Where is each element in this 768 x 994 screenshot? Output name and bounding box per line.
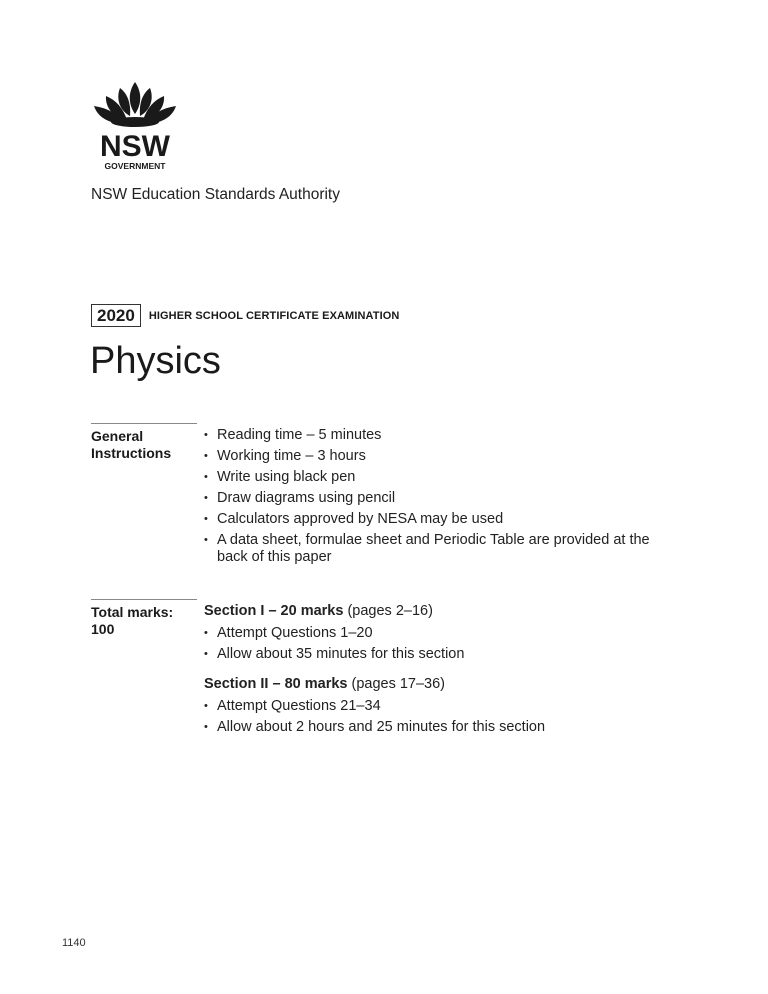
svg-text:GOVERNMENT: GOVERNMENT xyxy=(104,161,166,171)
instruction-item: • Reading time – 5 minutes xyxy=(204,427,674,444)
instruction-item: • A data sheet, formulae sheet and Periodic Table are provided at the back of this paper xyxy=(204,532,674,566)
section-item: • Attempt Questions 21–34 xyxy=(204,698,674,715)
general-instructions-list xyxy=(204,427,674,570)
waratah-icon xyxy=(90,80,180,172)
svg-text:NSW: NSW xyxy=(100,130,170,163)
section-1 xyxy=(204,603,674,663)
exam-name: HIGHER SCHOOL CERTIFICATE EXAMINATION xyxy=(148,309,400,322)
sections-summary xyxy=(204,603,674,740)
section-heading: Section II – 80 marks (pages 17–36) xyxy=(204,676,446,692)
exam-header xyxy=(91,304,399,327)
instruction-item: • Write using black pen xyxy=(204,469,674,486)
instruction-item: • Working time – 3 hours xyxy=(204,448,674,465)
divider xyxy=(91,599,197,600)
section-2 xyxy=(204,676,674,736)
instruction-item: • Calculators approved by NESA may be used xyxy=(204,511,674,528)
section-item: • Attempt Questions 1–20 xyxy=(204,625,674,642)
exam-year-box: 2020 xyxy=(91,304,141,327)
divider xyxy=(91,423,197,424)
section-heading: Section I – 20 marks (pages 2–16) xyxy=(204,603,433,619)
paper-code: 1140 xyxy=(62,937,86,949)
subject-title: Physics xyxy=(90,340,221,382)
general-instructions-label: General Instructions xyxy=(91,423,201,462)
section-item: • Allow about 2 hours and 25 minutes for this section xyxy=(204,719,674,736)
section-item: • Allow about 35 minutes for this section xyxy=(204,646,674,663)
nsw-government-logo xyxy=(90,80,180,170)
total-marks-label: Total marks: 100 xyxy=(91,599,201,638)
authority-name: NSW Education Standards Authority xyxy=(91,186,340,203)
instruction-item: • Draw diagrams using pencil xyxy=(204,490,674,507)
